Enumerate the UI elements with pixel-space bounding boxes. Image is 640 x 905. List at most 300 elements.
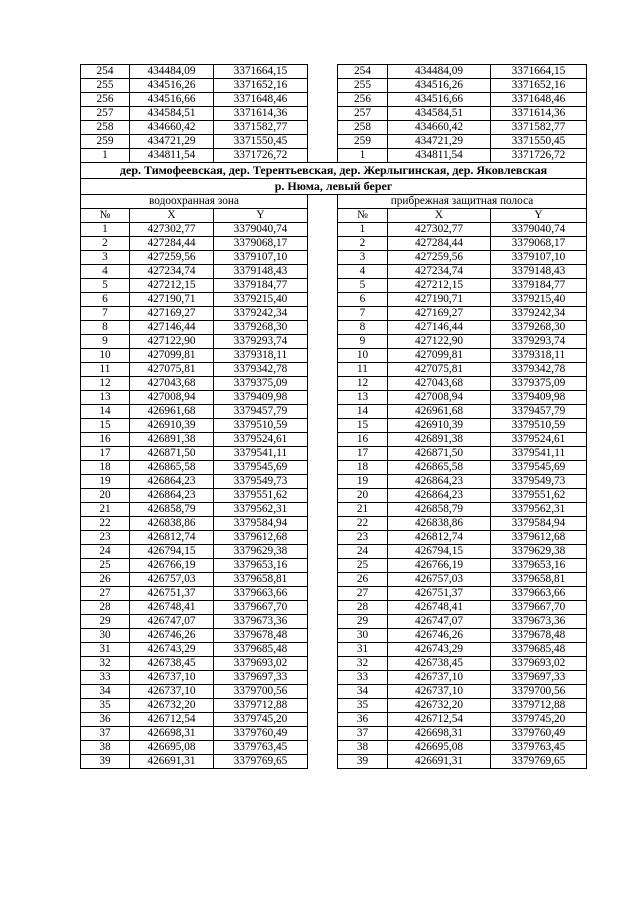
right-coord-y: 3379769,65 xyxy=(491,755,587,769)
column-gap xyxy=(308,601,338,615)
right-coord-y: 3379541,11 xyxy=(491,447,587,461)
right-coord-x: 427234,74 xyxy=(388,265,491,279)
left-coord-y: 3379629,38 xyxy=(214,545,308,559)
right-coord-y: 3379653,16 xyxy=(491,559,587,573)
left-point-number: 254 xyxy=(81,65,130,79)
left-coord-x: 434811,54 xyxy=(130,149,214,163)
left-coord-x: 426961,68 xyxy=(130,405,214,419)
table-row xyxy=(81,545,587,559)
left-coord-x: 426748,41 xyxy=(130,601,214,615)
table-row xyxy=(81,573,587,587)
right-point-number: 32 xyxy=(338,657,388,671)
left-coord-x: 426865,58 xyxy=(130,461,214,475)
left-point-number: 23 xyxy=(81,531,130,545)
right-point-number: 9 xyxy=(338,335,388,349)
left-coord-x: 426794,15 xyxy=(130,545,214,559)
table-row xyxy=(81,279,587,293)
left-coord-y: 3379549,73 xyxy=(214,475,308,489)
right-coord-x: 434516,26 xyxy=(388,79,491,93)
right-coord-y: 3379068,17 xyxy=(491,237,587,251)
table-row xyxy=(81,107,587,121)
right-coord-y: 3379148,43 xyxy=(491,265,587,279)
column-gap xyxy=(308,93,338,107)
right-coord-x: 427099,81 xyxy=(388,349,491,363)
right-coord-x: 426737,10 xyxy=(388,671,491,685)
left-coord-x: 426910,39 xyxy=(130,419,214,433)
right-coord-y: 3379562,31 xyxy=(491,503,587,517)
right-point-number: 5 xyxy=(338,279,388,293)
left-point-number: 6 xyxy=(81,293,130,307)
column-gap xyxy=(308,489,338,503)
left-coord-x: 426751,37 xyxy=(130,587,214,601)
right-coord-x: 426712,54 xyxy=(388,713,491,727)
column-gap xyxy=(308,643,338,657)
right-coord-y: 3379745,20 xyxy=(491,713,587,727)
right-coord-y: 3379215,40 xyxy=(491,293,587,307)
right-col-y-header: Y xyxy=(491,209,587,223)
left-coord-x: 426695,08 xyxy=(130,741,214,755)
left-coord-x: 426737,10 xyxy=(130,685,214,699)
table-row xyxy=(81,349,587,363)
coordinate-document xyxy=(80,64,586,769)
table-row xyxy=(81,671,587,685)
table-row xyxy=(81,755,587,769)
right-coord-y: 3379242,34 xyxy=(491,307,587,321)
left-coord-x: 427259,56 xyxy=(130,251,214,265)
column-gap xyxy=(308,135,338,149)
left-coord-x: 426743,29 xyxy=(130,643,214,657)
left-point-number: 34 xyxy=(81,685,130,699)
left-coord-y: 3371652,16 xyxy=(214,79,308,93)
left-point-number: 258 xyxy=(81,121,130,135)
right-coord-y: 3379184,77 xyxy=(491,279,587,293)
column-gap xyxy=(308,65,338,79)
left-point-number: 37 xyxy=(81,727,130,741)
left-coord-x: 426838,86 xyxy=(130,517,214,531)
right-coord-x: 434516,66 xyxy=(388,93,491,107)
column-gap xyxy=(308,195,338,209)
right-point-number: 17 xyxy=(338,447,388,461)
table-row xyxy=(81,587,587,601)
right-point-number: 1 xyxy=(338,149,388,163)
left-coord-x: 426864,23 xyxy=(130,475,214,489)
left-coord-x: 427212,15 xyxy=(130,279,214,293)
left-coord-y: 3379184,77 xyxy=(214,279,308,293)
left-coord-y: 3379612,68 xyxy=(214,531,308,545)
table-row xyxy=(81,377,587,391)
right-coord-y: 3379712,88 xyxy=(491,699,587,713)
left-col-y-header: Y xyxy=(214,209,308,223)
right-coord-x: 426838,86 xyxy=(388,517,491,531)
table-row xyxy=(81,93,587,107)
right-coord-y: 3379409,98 xyxy=(491,391,587,405)
column-gap xyxy=(308,615,338,629)
table-row xyxy=(81,265,587,279)
left-coord-x: 426747,07 xyxy=(130,615,214,629)
left-coord-x: 427169,27 xyxy=(130,307,214,321)
right-coord-x: 426871,50 xyxy=(388,447,491,461)
left-coord-x: 427099,81 xyxy=(130,349,214,363)
column-gap xyxy=(308,307,338,321)
right-coord-x: 427259,56 xyxy=(388,251,491,265)
right-point-number: 31 xyxy=(338,643,388,657)
right-coord-y: 3379673,36 xyxy=(491,615,587,629)
right-point-number: 14 xyxy=(338,405,388,419)
right-point-number: 37 xyxy=(338,727,388,741)
right-coord-y: 3371614,36 xyxy=(491,107,587,121)
right-coord-y: 3379763,45 xyxy=(491,741,587,755)
table-row xyxy=(81,149,587,163)
left-coord-x: 434516,26 xyxy=(130,79,214,93)
column-gap xyxy=(308,433,338,447)
left-point-number: 1 xyxy=(81,223,130,237)
left-coord-y: 3379457,79 xyxy=(214,405,308,419)
table-row xyxy=(81,559,587,573)
left-point-number: 29 xyxy=(81,615,130,629)
left-coord-y: 3379663,66 xyxy=(214,587,308,601)
left-point-number: 3 xyxy=(81,251,130,265)
right-col-x-header: X xyxy=(388,209,491,223)
right-coord-y: 3379510,59 xyxy=(491,419,587,433)
right-coord-x: 427146,44 xyxy=(388,321,491,335)
column-gap xyxy=(308,531,338,545)
left-point-number: 256 xyxy=(81,93,130,107)
right-coord-y: 3379584,94 xyxy=(491,517,587,531)
column-gap xyxy=(308,685,338,699)
left-coord-x: 426812,74 xyxy=(130,531,214,545)
left-coord-y: 3371582,77 xyxy=(214,121,308,135)
column-gap xyxy=(308,349,338,363)
right-coord-x: 426691,31 xyxy=(388,755,491,769)
left-coord-x: 434484,09 xyxy=(130,65,214,79)
column-gap xyxy=(308,699,338,713)
right-coord-x: 426747,07 xyxy=(388,615,491,629)
right-point-number: 34 xyxy=(338,685,388,699)
column-gap xyxy=(308,251,338,265)
right-coord-y: 3379658,81 xyxy=(491,573,587,587)
right-coord-y: 3379040,74 xyxy=(491,223,587,237)
table-row xyxy=(81,489,587,503)
left-point-number: 9 xyxy=(81,335,130,349)
section-header xyxy=(81,163,587,223)
column-gap xyxy=(308,405,338,419)
right-coord-x: 426794,15 xyxy=(388,545,491,559)
right-coord-y: 3379524,61 xyxy=(491,433,587,447)
right-coord-x: 434721,29 xyxy=(388,135,491,149)
table-row xyxy=(81,135,587,149)
right-coord-x: 426812,74 xyxy=(388,531,491,545)
left-coord-x: 426871,50 xyxy=(130,447,214,461)
right-coord-x: 426748,41 xyxy=(388,601,491,615)
column-gap xyxy=(308,79,338,93)
right-coord-y: 3371726,72 xyxy=(491,149,587,163)
table-row xyxy=(81,405,587,419)
column-gap xyxy=(308,629,338,643)
left-coord-x: 426691,31 xyxy=(130,755,214,769)
table-row xyxy=(81,65,587,79)
left-coord-y: 3371726,72 xyxy=(214,149,308,163)
left-coord-x: 434721,29 xyxy=(130,135,214,149)
left-coord-x: 426766,19 xyxy=(130,559,214,573)
left-point-number: 24 xyxy=(81,545,130,559)
left-coord-x: 434660,42 xyxy=(130,121,214,135)
table-row xyxy=(81,657,587,671)
right-point-number: 257 xyxy=(338,107,388,121)
left-coord-x: 427122,90 xyxy=(130,335,214,349)
right-point-number: 27 xyxy=(338,587,388,601)
left-coord-x: 426864,23 xyxy=(130,489,214,503)
left-point-number: 259 xyxy=(81,135,130,149)
right-point-number: 11 xyxy=(338,363,388,377)
left-coord-x: 426732,20 xyxy=(130,699,214,713)
left-coord-y: 3379375,09 xyxy=(214,377,308,391)
left-point-number: 27 xyxy=(81,587,130,601)
left-point-number: 17 xyxy=(81,447,130,461)
right-coord-y: 3379697,33 xyxy=(491,671,587,685)
right-coord-x: 426766,19 xyxy=(388,559,491,573)
right-point-number: 24 xyxy=(338,545,388,559)
right-coord-y: 3379545,69 xyxy=(491,461,587,475)
right-point-number: 8 xyxy=(338,321,388,335)
left-coord-y: 3379318,11 xyxy=(214,349,308,363)
right-point-number: 38 xyxy=(338,741,388,755)
right-coord-x: 427008,94 xyxy=(388,391,491,405)
right-coord-y: 3379667,70 xyxy=(491,601,587,615)
table-row xyxy=(81,433,587,447)
left-coord-y: 3379107,10 xyxy=(214,251,308,265)
right-point-number: 25 xyxy=(338,559,388,573)
left-coord-y: 3379763,45 xyxy=(214,741,308,755)
left-coord-y: 3371614,36 xyxy=(214,107,308,121)
right-coord-x: 426746,26 xyxy=(388,629,491,643)
right-point-number: 1 xyxy=(338,223,388,237)
left-coord-x: 426746,26 xyxy=(130,629,214,643)
section-title-line1: дер. Тимофеевская, дер. Терентьевская, дер. Жерлыгинская, дер. Яковлевская xyxy=(81,163,587,179)
column-gap xyxy=(308,573,338,587)
coordinates-table xyxy=(80,64,587,769)
right-coord-y: 3379549,73 xyxy=(491,475,587,489)
column-gap xyxy=(308,559,338,573)
left-coord-y: 3379697,33 xyxy=(214,671,308,685)
table-row xyxy=(81,685,587,699)
table-row xyxy=(81,307,587,321)
table-row xyxy=(81,643,587,657)
left-point-number: 18 xyxy=(81,461,130,475)
column-gap xyxy=(308,587,338,601)
right-coord-x: 426865,58 xyxy=(388,461,491,475)
table-row xyxy=(81,79,587,93)
column-gap xyxy=(308,209,338,223)
left-coord-y: 3379545,69 xyxy=(214,461,308,475)
column-gap xyxy=(308,419,338,433)
right-point-number: 15 xyxy=(338,419,388,433)
right-coord-x: 427190,71 xyxy=(388,293,491,307)
column-gap xyxy=(308,447,338,461)
left-coord-x: 426738,45 xyxy=(130,657,214,671)
column-gap xyxy=(308,293,338,307)
left-point-number: 21 xyxy=(81,503,130,517)
right-coord-x: 426738,45 xyxy=(388,657,491,671)
right-coord-x: 427169,27 xyxy=(388,307,491,321)
left-coord-x: 434516,66 xyxy=(130,93,214,107)
left-point-number: 19 xyxy=(81,475,130,489)
table-row xyxy=(81,475,587,489)
column-gap xyxy=(308,265,338,279)
left-point-number: 257 xyxy=(81,107,130,121)
column-gap xyxy=(308,671,338,685)
column-gap xyxy=(308,377,338,391)
left-point-number: 25 xyxy=(81,559,130,573)
column-gap xyxy=(308,391,338,405)
column-gap xyxy=(308,461,338,475)
right-point-number: 16 xyxy=(338,433,388,447)
left-coord-x: 426891,38 xyxy=(130,433,214,447)
right-coord-x: 426858,79 xyxy=(388,503,491,517)
right-coord-x: 427043,68 xyxy=(388,377,491,391)
coastal-protection-strip-label: прибрежная защитная полоса xyxy=(338,195,587,209)
table-row xyxy=(81,335,587,349)
left-point-number: 10 xyxy=(81,349,130,363)
right-coord-x: 427284,44 xyxy=(388,237,491,251)
right-coord-y: 3379663,66 xyxy=(491,587,587,601)
table-row xyxy=(81,447,587,461)
left-coord-x: 427008,94 xyxy=(130,391,214,405)
right-point-number: 255 xyxy=(338,79,388,93)
left-coord-x: 426858,79 xyxy=(130,503,214,517)
left-point-number: 7 xyxy=(81,307,130,321)
left-point-number: 26 xyxy=(81,573,130,587)
left-point-number: 14 xyxy=(81,405,130,419)
left-point-number: 20 xyxy=(81,489,130,503)
column-gap xyxy=(308,121,338,135)
left-coord-y: 3379510,59 xyxy=(214,419,308,433)
column-gap xyxy=(308,657,338,671)
left-coord-x: 426737,10 xyxy=(130,671,214,685)
right-coord-x: 426695,08 xyxy=(388,741,491,755)
left-coord-y: 3379658,81 xyxy=(214,573,308,587)
column-gap xyxy=(308,107,338,121)
right-point-number: 258 xyxy=(338,121,388,135)
right-point-number: 35 xyxy=(338,699,388,713)
left-coord-x: 427284,44 xyxy=(130,237,214,251)
right-point-number: 26 xyxy=(338,573,388,587)
right-coord-y: 3379700,56 xyxy=(491,685,587,699)
left-coord-y: 3371664,15 xyxy=(214,65,308,79)
left-coord-y: 3379040,74 xyxy=(214,223,308,237)
left-coord-y: 3371550,45 xyxy=(214,135,308,149)
left-coord-x: 427146,44 xyxy=(130,321,214,335)
left-point-number: 13 xyxy=(81,391,130,405)
left-point-number: 32 xyxy=(81,657,130,671)
column-gap xyxy=(308,517,338,531)
right-coord-y: 3371550,45 xyxy=(491,135,587,149)
left-col-no-header: № xyxy=(81,209,130,223)
right-coord-y: 3371648,46 xyxy=(491,93,587,107)
table-row xyxy=(81,699,587,713)
right-coord-x: 427122,90 xyxy=(388,335,491,349)
right-point-number: 30 xyxy=(338,629,388,643)
left-coord-y: 3379685,48 xyxy=(214,643,308,657)
right-coord-y: 3379107,10 xyxy=(491,251,587,265)
right-point-number: 28 xyxy=(338,601,388,615)
left-coord-y: 3371648,46 xyxy=(214,93,308,107)
right-point-number: 19 xyxy=(338,475,388,489)
table-row xyxy=(81,713,587,727)
right-coord-y: 3379342,78 xyxy=(491,363,587,377)
right-point-number: 21 xyxy=(338,503,388,517)
left-coord-x: 427075,81 xyxy=(130,363,214,377)
right-point-number: 22 xyxy=(338,517,388,531)
left-coord-y: 3379673,36 xyxy=(214,615,308,629)
left-coord-y: 3379700,56 xyxy=(214,685,308,699)
table-row xyxy=(81,419,587,433)
right-coord-y: 3371582,77 xyxy=(491,121,587,135)
column-gap xyxy=(308,545,338,559)
left-point-number: 38 xyxy=(81,741,130,755)
right-coord-x: 426891,38 xyxy=(388,433,491,447)
left-coord-y: 3379148,43 xyxy=(214,265,308,279)
left-coord-y: 3379268,30 xyxy=(214,321,308,335)
right-coord-y: 3371652,16 xyxy=(491,79,587,93)
column-gap xyxy=(308,503,338,517)
left-point-number: 28 xyxy=(81,601,130,615)
left-point-number: 15 xyxy=(81,419,130,433)
table-row xyxy=(81,741,587,755)
left-point-number: 5 xyxy=(81,279,130,293)
right-point-number: 2 xyxy=(338,237,388,251)
left-coord-x: 427043,68 xyxy=(130,377,214,391)
section-title-line2: р. Нюма, левый берег xyxy=(81,179,587,195)
table-row xyxy=(81,121,587,135)
right-point-number: 259 xyxy=(338,135,388,149)
table-row xyxy=(81,615,587,629)
table-row xyxy=(81,223,587,237)
left-coord-y: 3379551,62 xyxy=(214,489,308,503)
left-coord-y: 3379712,88 xyxy=(214,699,308,713)
right-coord-x: 434811,54 xyxy=(388,149,491,163)
right-coord-x: 426698,31 xyxy=(388,727,491,741)
left-coord-y: 3379693,02 xyxy=(214,657,308,671)
left-point-number: 2 xyxy=(81,237,130,251)
right-point-number: 4 xyxy=(338,265,388,279)
main-rows-section xyxy=(81,223,587,769)
right-coord-y: 3379678,48 xyxy=(491,629,587,643)
column-gap xyxy=(308,741,338,755)
table-row xyxy=(81,629,587,643)
right-point-number: 3 xyxy=(338,251,388,265)
left-coord-y: 3379769,65 xyxy=(214,755,308,769)
left-coord-y: 3379584,94 xyxy=(214,517,308,531)
right-coord-y: 3371664,15 xyxy=(491,65,587,79)
table-row xyxy=(81,321,587,335)
left-coord-y: 3379667,70 xyxy=(214,601,308,615)
right-coord-y: 3379293,74 xyxy=(491,335,587,349)
left-point-number: 36 xyxy=(81,713,130,727)
left-coord-x: 427234,74 xyxy=(130,265,214,279)
right-coord-y: 3379693,02 xyxy=(491,657,587,671)
table-row xyxy=(81,363,587,377)
right-coord-y: 3379375,09 xyxy=(491,377,587,391)
left-coord-y: 3379409,98 xyxy=(214,391,308,405)
right-point-number: 7 xyxy=(338,307,388,321)
left-point-number: 1 xyxy=(81,149,130,163)
right-coord-x: 427212,15 xyxy=(388,279,491,293)
left-coord-y: 3379242,34 xyxy=(214,307,308,321)
left-coord-x: 426757,03 xyxy=(130,573,214,587)
right-point-number: 254 xyxy=(338,65,388,79)
table-row xyxy=(81,251,587,265)
right-coord-x: 426910,39 xyxy=(388,419,491,433)
